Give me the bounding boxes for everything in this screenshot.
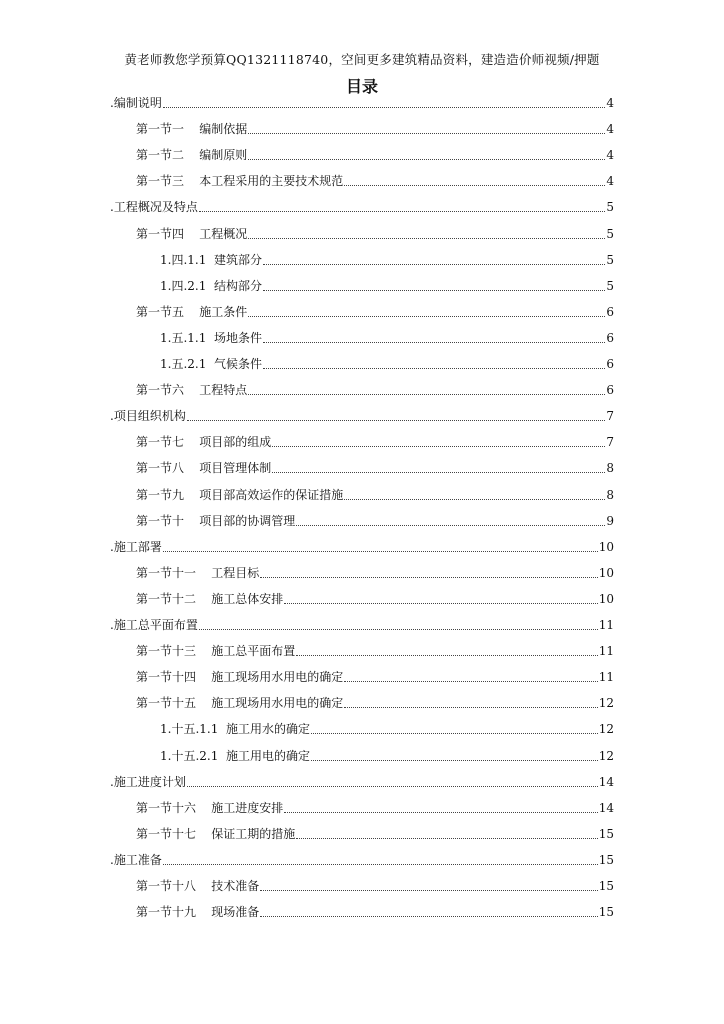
toc-leader-dots xyxy=(260,906,597,917)
toc-entry[interactable] xyxy=(0,482,724,502)
toc-entry-page: 5 xyxy=(606,200,614,215)
toc-entry[interactable] xyxy=(0,716,724,736)
toc-leader-dots xyxy=(248,384,605,395)
toc-entry-page: 14 xyxy=(598,774,614,789)
toc-leader-dots xyxy=(163,854,598,865)
toc-entry[interactable] xyxy=(0,377,724,397)
toc-title: 目录 xyxy=(345,77,378,96)
toc-entry-page: 15 xyxy=(598,852,614,867)
toc-leader-dots xyxy=(344,489,605,500)
toc-entry-page: 11 xyxy=(598,618,614,632)
toc-entry-label: .编制说明 xyxy=(110,96,162,110)
toc-entry-page: 6 xyxy=(606,383,614,398)
toc-leader-dots xyxy=(284,593,597,604)
toc-entry-label: 第一节十七 保证工期的措施 xyxy=(136,826,296,841)
toc-entry-page: 8 xyxy=(606,487,614,502)
toc-entry-label: 1.五.1.1 场地条件 xyxy=(160,330,262,345)
toc-entry[interactable] xyxy=(0,873,724,893)
toc-leader-dots xyxy=(260,567,597,578)
toc-entry[interactable] xyxy=(0,795,724,815)
toc-entry-label: 第一节八 项目管理体制 xyxy=(136,461,272,476)
toc-entry[interactable] xyxy=(0,638,724,658)
toc-entry-label: 第一节十一 工程目标 xyxy=(136,565,260,580)
toc-entry-page: 11 xyxy=(598,670,614,685)
toc-entry-page: 9 xyxy=(606,513,614,528)
toc-entry[interactable] xyxy=(0,142,724,162)
toc-leader-dots xyxy=(163,541,598,552)
toc-leader-dots xyxy=(187,776,598,787)
toc-leader-dots xyxy=(311,750,598,761)
toc-entry[interactable] xyxy=(0,743,724,763)
toc-entry-label: 1.五.2.1 气候条件 xyxy=(160,357,262,371)
toc-entry-label: 1.十五.1.1 施工用水的确定 xyxy=(160,722,310,737)
toc-leader-dots xyxy=(344,671,597,682)
toc-entry[interactable] xyxy=(0,325,724,345)
toc-entry-label: 第一节十四 施工现场用水用电的确定 xyxy=(136,670,344,685)
toc-leader-dots xyxy=(272,462,605,473)
toc-entry[interactable] xyxy=(0,664,724,684)
toc-entry[interactable] xyxy=(0,403,724,423)
toc-entry-page: 5 xyxy=(606,278,614,293)
toc-entry-page: 7 xyxy=(606,409,614,424)
toc-entry-page: 6 xyxy=(606,357,614,371)
toc-leader-dots xyxy=(248,123,605,134)
toc-entry-label: 第一节一 编制依据 xyxy=(136,122,248,137)
toc-leader-dots xyxy=(344,697,597,708)
toc-entry-label: .施工进度计划 xyxy=(110,774,186,789)
toc-entry-label: 第一节十二 施工总体安排 xyxy=(136,591,284,606)
toc-entry-page: 4 xyxy=(606,174,614,189)
toc-leader-dots xyxy=(163,97,606,108)
toc-leader-dots xyxy=(284,802,597,813)
toc-entry[interactable] xyxy=(0,899,724,919)
toc-entry[interactable] xyxy=(0,508,724,528)
toc-leader-dots xyxy=(311,723,598,734)
toc-leader-dots xyxy=(296,828,597,839)
toc-entry-label: 第一节十六 施工进度安排 xyxy=(136,800,284,815)
toc-entry[interactable] xyxy=(0,247,724,267)
toc-entry-page: 12 xyxy=(598,748,614,763)
toc-entry-label: .施工准备 xyxy=(110,852,162,867)
toc-entry-page: 6 xyxy=(606,330,614,345)
header-note: 黄老师教您学预算QQ1321118740，空间更多建筑精品资料，建造造价师视频/押题 xyxy=(124,52,600,67)
toc-leader-dots xyxy=(187,410,606,421)
toc-entry-label: 第一节十三 施工总平面布置 xyxy=(136,644,296,659)
toc-entry[interactable] xyxy=(0,194,724,214)
toc-entry-label: 第一节十五 施工现场用水用电的确定 xyxy=(136,696,344,711)
toc-leader-dots xyxy=(263,332,605,343)
toc-leader-dots xyxy=(199,201,606,212)
toc-entry-page: 10 xyxy=(598,539,614,554)
toc-entry[interactable] xyxy=(0,351,724,371)
toc-entry-label: 第一节十 项目部的协调管理 xyxy=(136,513,296,528)
toc-entry[interactable] xyxy=(0,847,724,867)
toc-leader-dots xyxy=(272,436,605,447)
toc-entry-page: 15 xyxy=(598,879,614,893)
toc-entry-label: 第一节三 本工程采用的主要技术规范 xyxy=(136,174,344,189)
toc-entry-label: .施工总平面布置 xyxy=(110,618,198,632)
toc-leader-dots xyxy=(248,306,605,317)
toc-entry[interactable] xyxy=(0,429,724,449)
toc-entry-label: 第一节十八 技术准备 xyxy=(136,879,260,893)
toc-entry-label: 第一节二 编制原则 xyxy=(136,148,248,163)
toc-leader-dots xyxy=(296,515,605,526)
toc-leader-dots xyxy=(248,149,605,160)
toc-entry[interactable] xyxy=(0,90,724,110)
toc-entry-page: 12 xyxy=(598,696,614,711)
toc-entry[interactable] xyxy=(0,221,724,241)
toc-entry-label: 第一节十九 现场准备 xyxy=(136,905,260,920)
toc-entry[interactable] xyxy=(0,612,724,632)
toc-entry-page: 12 xyxy=(598,722,614,737)
toc-entry[interactable] xyxy=(0,534,724,554)
toc-entry[interactable] xyxy=(0,690,724,710)
toc-leader-dots xyxy=(263,254,605,265)
toc-leader-dots xyxy=(248,228,605,239)
toc-leader-dots xyxy=(260,880,597,891)
toc-entry-page: 8 xyxy=(606,461,614,476)
toc-entry-page: 5 xyxy=(606,252,614,267)
toc-entry[interactable] xyxy=(0,821,724,841)
toc-entry-label: 第一节五 施工条件 xyxy=(136,304,248,319)
toc-entry-label: 1.四.2.1 结构部分 xyxy=(160,278,262,293)
toc-entry[interactable] xyxy=(0,586,724,606)
toc-entry[interactable] xyxy=(0,116,724,136)
toc-entry-label: .项目组织机构 xyxy=(110,409,186,424)
toc-entry-label: .工程概况及特点 xyxy=(110,200,198,215)
toc-leader-dots xyxy=(199,619,598,630)
toc-entry-page: 15 xyxy=(598,905,614,920)
toc-entry-label: 1.十五.2.1 施工用电的确定 xyxy=(160,748,310,763)
toc-entry[interactable] xyxy=(0,168,724,188)
toc-leader-dots xyxy=(344,175,605,186)
toc-leader-dots xyxy=(263,280,605,291)
toc-entry[interactable] xyxy=(0,273,724,293)
toc-leader-dots xyxy=(263,358,605,369)
toc-entry-page: 14 xyxy=(598,800,614,815)
toc-entry-page: 5 xyxy=(606,226,614,241)
toc-entry-page: 15 xyxy=(598,826,614,841)
toc-entry-page: 4 xyxy=(606,96,614,110)
toc-entry-page: 10 xyxy=(598,565,614,580)
toc-entry[interactable] xyxy=(0,299,724,319)
toc-entry-page: 11 xyxy=(598,644,614,659)
toc-entry[interactable] xyxy=(0,769,724,789)
toc-entry-page: 4 xyxy=(606,148,614,163)
toc-entry-label: .施工部署 xyxy=(110,539,162,554)
toc-entry-page: 7 xyxy=(606,435,614,450)
toc-entry-page: 6 xyxy=(606,304,614,319)
toc-entry[interactable] xyxy=(0,455,724,475)
toc-entry[interactable] xyxy=(0,560,724,580)
toc-entry-label: 第一节九 项目部高效运作的保证措施 xyxy=(136,487,344,502)
toc-entry-label: 1.四.1.1 建筑部分 xyxy=(160,252,262,267)
toc-entry-page: 10 xyxy=(598,591,614,606)
toc-entry-label: 第一节七 项目部的组成 xyxy=(136,435,272,450)
toc-entry-label: 第一节六 工程特点 xyxy=(136,383,248,398)
toc-leader-dots xyxy=(296,645,597,656)
toc-entry-page: 4 xyxy=(606,122,614,137)
toc-entry-label: 第一节四 工程概况 xyxy=(136,226,248,241)
